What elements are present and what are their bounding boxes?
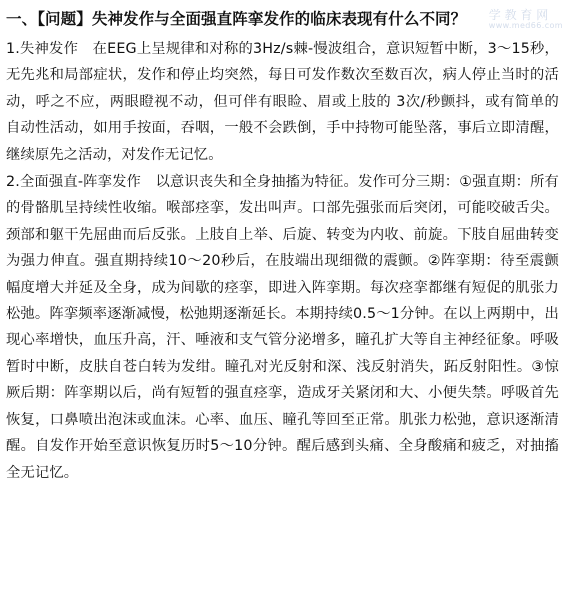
answer-paragraph-tonic-clonic-seizure: 2.全面强直-阵挛发作 以意识丧失和全身抽搐为特征。发作可分三期：①强直期：所有的骨骼肌呈持续性收缩。喉部痉挛，发出叫声。口部先强张而后突闭，可能咬破舌尖。颈部和躯干先屈曲而后反张。上肢自上举、后旋、转变为内收、前旋。下肢自屈曲转变为强力伸直。强直期持续10～20秒后，在肢端出现细微的震颤。②阵挛期：待至震颤幅度增大并延及全身，成为间歇的痉挛，即进入阵挛期。每次痉挛都继有短促的肌张力松弛。阵挛频率逐渐减慢，松弛期逐渐延长。本期持续0.5～1分钟。在以上两期中，出现心率增快，血压升高，汗、唾液和支气管分泌增多，瞳孔扩大等自主神经征象。呼吸暂时中断，皮肤自苍白转为发绀。瞳孔对光反射和深、浅反射消失，跖反射阳性。③惊厥后期：阵挛期以后，尚有短暂的强直痉挛，造成牙关紧闭和大、小便失禁。呼吸首先恢复，口鼻喷出泡沫或血沫。心率、血压、瞳孔等回至正常。肌张力松弛，意识逐渐清醒。自发作开始至意识恢复历时5～10分钟。醒后感到头痛、全身酸痛和疲乏，对抽搐全无记忆。 bbox=[6, 174, 559, 481]
watermark-url: www.med66.com bbox=[488, 21, 563, 30]
watermark-text: 学 教 育 网 bbox=[488, 8, 549, 22]
answer-paragraph-absence-seizure: 1.失神发作 在EEG上呈规律和对称的3Hz/s棘-慢波组合，意识短暂中断，3～15秒，无先兆和局部症状，发作和停止均突然，每日可发作数次至数百次，病人停止当时的活动，呼之不应，两眼瞪视不动，但可伴有眼睑、眉或上肢的 3次/秒颤抖，或有简单的自动性活动，如用手按面，吞咽，一般不会跌倒，手中持物可能坠落，事后立即清醒，继续原先之活动，对发作无记忆。 bbox=[6, 41, 559, 163]
question-title: 一、【问题】失神发作与全面强直阵挛发作的临床表现有什么不同？ bbox=[6, 10, 467, 28]
